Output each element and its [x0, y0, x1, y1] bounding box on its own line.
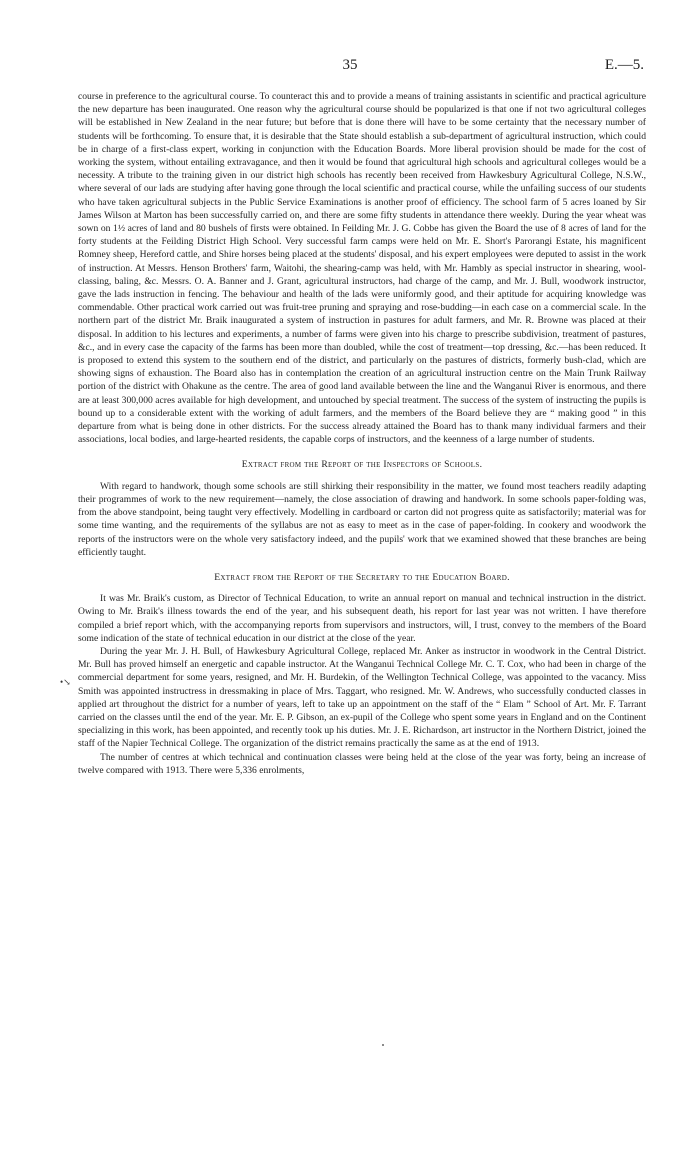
scan-speck	[382, 1044, 384, 1046]
secretary-paragraph-3: The number of centres at which technical and continuation classes were being held at the close of the year was forty, being an increase of twelve compared with 1913. There were 5,336 enrolments,	[78, 751, 646, 776]
secretary-paragraph-2: During the year Mr. J. H. Bull, of Hawkesbury Agricultural College, replaced Mr. Anker as instructor in woodwork in the Central District. Mr. Bull has proved himself an energetic and capable instructor. At the Wanganui Technical College Mr. C. T. Cox, who had been in charge of the commercial department for some years, resigned, and Mr. H. Burdekin, of the Wellington Technical College, was appointed to the vacancy. Miss Smith was appointed instructress in dressmaking in place of Mrs. Taggart, who resigned. Mr. W. Andrews, who successfully conducted classes in applied art throughout the district for a number of years, left to take up an appointment on the staff of the “ Elam ” School of Art. Mr. F. Tarrant carried on the classes until the end of the year. Mr. E. P. Gibson, an ex-pupil of the College who spent some years in England and on the Continent specializing in this work, has been appointed, and recently took up his duties. Mr. J. E. Richardson, art instructor in the Northern District, joined the staff of the Napier Technical College. The organization of the district remains practically the same as at the end of 1913.	[78, 645, 646, 750]
document-code: E.—5.	[604, 57, 644, 73]
secretary-heading-text: Extract from the Report of the Secretary to the Education Board.	[214, 571, 510, 583]
inspectors-report-heading	[78, 458, 646, 471]
inspectors-paragraph: With regard to handwork, though some schools are still shirking their responsibility in the matter, we found most teachers readily adapting their programmes of work to the new requirement—namely, the close association of drawing and handwork. In some schools paper-folding was, from the above standpoint, being taught very effectively. Modelling in cardboard or carton did not progress quite as satisfactorily; material was for some time wanting, and the requirements of the syllabus are not as easy to meet as in the case of paper-folding. In cookery and woodwork the reports of the instructors were on the whole very satisfactory indeed, and the pupils' work that we examined showed that these branches are being efficiently taught.	[78, 480, 646, 558]
inspectors-heading-text: Extract from the Report of the Inspectors of Schools.	[241, 459, 483, 471]
document-body	[78, 90, 646, 777]
margin-mark: •↘	[60, 677, 71, 687]
page-number: 35	[342, 57, 358, 73]
intro-paragraph: course in preference to the agricultural course. To counteract this and to provide a means of training assistants in scientific and practical agriculture the new departure has been inaugurated. One reason why the agricultural course should be popularized is that one if not two agricultural colleges will be established in New Zealand in the near future; but before that is done there will have to be some certainty that the necessary number of students will be forthcoming. To ensure that, it is desirable that the State should establish a sub-department of agricultural instruction, which could be in charge of a first-class expert, working in conjunction with the Education Boards. More liberal provision should be made for the cost of working the system, without entailing extravagance, and then it would be found that agricultural high schools and agricultural colleges would be a necessity. A tribute to the training given in our district high schools has recently been received from Hawkesbury Agricultural College, N.S.W., where several of our lads are studying after having gone through the local scientific and practical course, while the unfailing success of our students who have taken agricultural subjects in the Public Service Examinations is another proof of efficiency. The school farm of 5 acres loaned by Sir James Wilson at Marton has been successfully carried on, and there are some fifty students in attendance there weekly. During the year wheat was sown on 1½ acres of land and 80 bushels of firsts were obtained. In Feilding Mr. J. G. Cobbe has given the Board the use of 8 acres of land for the forty students at the Feilding District High School. Very successful farm camps were held on Mr. E. Short's Parorangi Estate, his magnificent Romney sheep, Hereford cattle, and Shire horses being placed at the students' disposal, and his expert employees were deputed to assist in the work of instruction. At Messrs. Henson Brothers' farm, Waitohi, the shearing-camp was held, with Mr. Hambly as special instructor in shearing, wool-classing, baling, &c. Messrs. O. A. Banner and J. Grant, agricultural instructors, had charge of the camp, and Mr. J. Bull, woodwork instructor, gave the lads instruction in fencing. The behaviour and health of the lads were uniformly good, and their aptitude for acquiring knowledge was commendable. Other practical work carried out was fruit-tree pruning and spraying and rose-budding—in each case on a commercial scale. In the northern part of the district Mr. Braik inaugurated a system of instruction in pastures for adult farmers, and Mr. R. Browne was placed at their disposal. In addition to his lectures and experiments, a number of farms were given into his charge to prescribe subdivision, treatment of pastures, &c., and in every case the capacity of the farms has been more than doubled, while the cost of treatment—top dressing, &c.—has been reduced. It is proposed to extend this system to the southern end of the district, and particularly on the pastures of districts, formerly bush-clad, which are showing signs of exhaustion. The Board also has in contemplation the creation of an agricultural instruction centre on the Main Trunk Railway portion of the district with Ohakune as the centre. The area of good land available between the line and the Wanganui River is enormous, and there are at least 300,000 acres available for high development, and untouched by special treatment. The success of the system of instructing the pupils is bound up to a considerable extent with the working of adult farmers, and the members of the Board believe they are “ making good ” in this departure from what is being done in other districts. For the success already attained the Board has to thank many individual farmers and their associations, local bodies, and large-hearted residents, the capable corps of instructors, and the keenness of a large number of students.	[78, 91, 646, 446]
secretary-report-heading	[78, 571, 646, 584]
secretary-paragraph-1: It was Mr. Braik's custom, as Director of Technical Education, to write an annual report on manual and technical instruction in the district. Owing to Mr. Braik's illness towards the end of the year, and his subsequent death, his report for last year was not written. I have therefore compiled a brief report which, with the accompanying reports from supervisors and instructors, will, I trust, convey to the members of the Board some indication of the state of technical education in our district at the close of the year.	[78, 593, 646, 644]
